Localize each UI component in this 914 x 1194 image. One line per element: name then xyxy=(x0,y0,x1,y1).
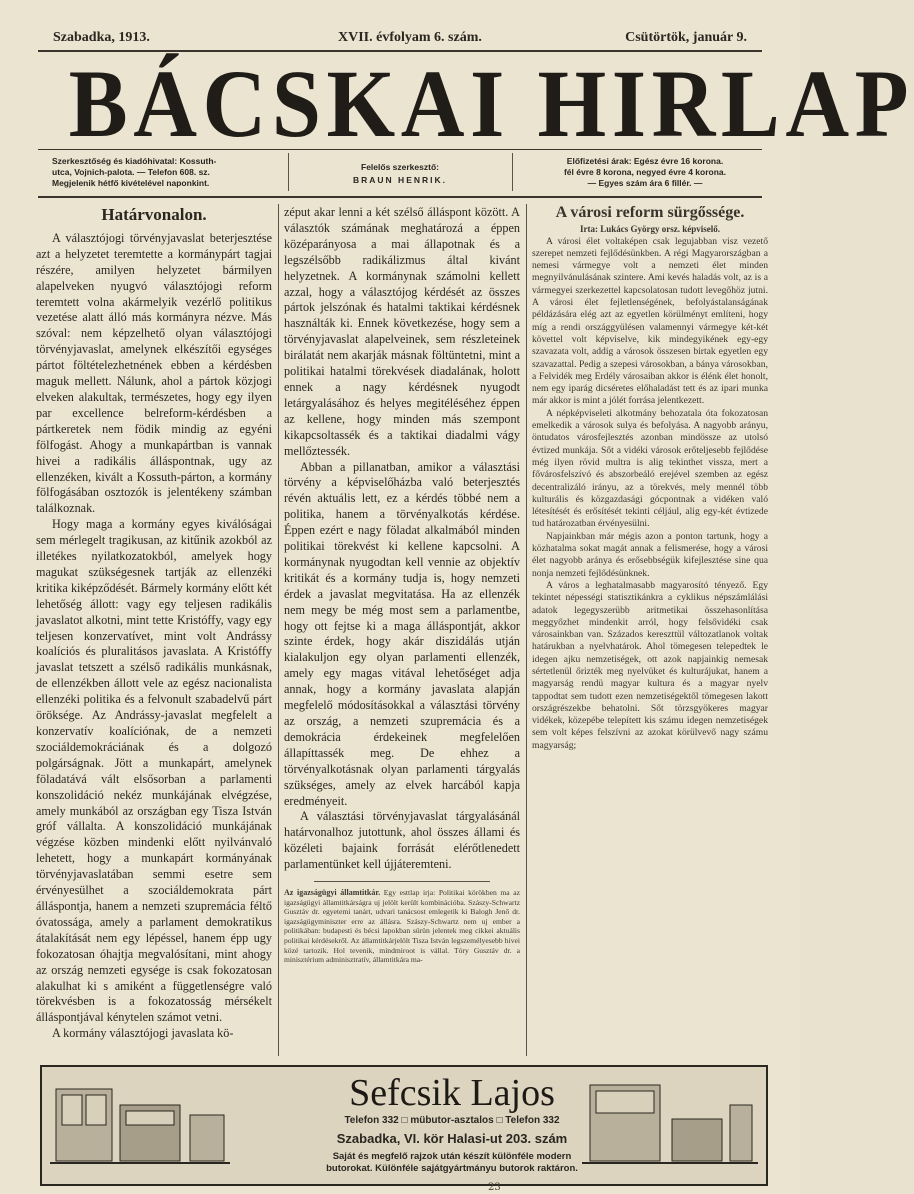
notice-rule xyxy=(314,881,490,882)
furniture-illustration-left xyxy=(50,1075,230,1175)
article2-title: A városi reform sürgőssége. xyxy=(555,204,745,221)
ad-trade: mübutor-asztalos xyxy=(410,1115,494,1126)
ad-box-icon: □ xyxy=(401,1115,408,1126)
info-left-line2: utca, Vojnich-palota. — Telefon 608. sz. xyxy=(52,167,210,177)
ad-box-icon: □ xyxy=(496,1115,503,1126)
ad-contact-row xyxy=(282,1115,622,1126)
info-editor-label: Felelős szerkesztő: xyxy=(361,162,439,172)
info-left-line1: Szerkesztőség és kiadóhivatal: Kossuth- xyxy=(52,156,217,166)
notice-block xyxy=(284,888,520,965)
info-right-line2: fél évre 8 korona, negyed évre 4 korona. xyxy=(563,167,727,177)
article1-title: Határvonalon. xyxy=(101,205,207,224)
ad-address: Szabadka, VI. kör Halasi-ut 203. szám xyxy=(336,1131,568,1146)
header-volume-issue: XVII. évfolyam 6. szám. xyxy=(338,30,482,45)
info-left xyxy=(52,156,282,189)
masthead-rule xyxy=(38,149,762,150)
furniture-advertisement xyxy=(40,1065,768,1186)
article1-cont-paragraph: zéput akar lenni a két szélső álláspont között. A választók számának meghatározá a éppen középarányosa a mai állapotnak és a legszélsőbb radikálizmus által kivánt helyzetnek. A kormánynak számolni kellett azzal, hogy a választójog kérdését az összes pártok jelszónak és hatalmi taktikai kérdésnek használták ki. Ennek következése, hogy sem a törvényjavaslat alapelveinek, sem részleteinek birálatát nem akarják másnak föltüntetni, mint a politikai hatalmi törekvések diadalának, holott ennek a nagy kérdésnek nyugodt letárgyalásához és helyes megitéléséhez éppen az kellene, hogy minden más szempont kikapcsoltassék és a taktikai diadalmi vágy mellőztessék. xyxy=(284,205,520,458)
article2-paragraph: A népképviseleti alkotmány behozatala óta fokozatosan emelkedik a városok sulya és befolyása. A nagyobb arányu, öntudatos városfejlesztés azonban mindössze az utolsó évtized munkája. Sőt a vidéki városok erőteljesebb fejlődése még ilyen rövid multra is alig tekinthet vissza, mert a fővárosfelszívó és abszorbeáló erejével szemben az egész decentralizáló irányu, az a törekvés, mely mennél több kulturális és közgazdasági gócpontnak a vidéken való létesítését és erősítését tekinti céljául, alig egy-két évtizede tud határozatban érvényesülni. xyxy=(532,407,768,530)
info-divider xyxy=(288,153,289,191)
info-center xyxy=(300,162,500,186)
article2-column xyxy=(532,205,768,1055)
ad-phone-left: Telefon 332 xyxy=(344,1115,399,1126)
header-day-date: Csütörtök, január 9. xyxy=(625,30,747,45)
article1-cont-paragraph: A választási törvényjavaslat tárgyalásánál határvonalhoz jutottunk, ahol összes állami és közéleti bajaink forrását elérőtlenedett parlamentünket kell újjáteremteni. xyxy=(284,809,520,872)
header-line xyxy=(45,30,755,48)
info-editor-name: BRAUN HENRIK. xyxy=(353,175,447,185)
article2-paragraph: A város a leghatalmasabb magyarosító tényező. Egy tekintet népességi statisztikánkra a cyklikus népszámlálási adatok legegyszerübb aritmetikai összehasonlítása meggyőzhet mindenkit arról, hogy felsővidéki csak városainkban van. Százados kereszttül változatlanok voltak határukban a nyelvhatárok. Ahol tömegesen telepedtek le idegen ajku nemzetiségek, ott azok napjainkig nemesak sértetlenül őrizték meg nyelvüket és kulturájukat, hanem a magyarság rendü magyar kultura és a magyar nyelv tappodtat sem tudott ezen nemzetiségektől tömegesen lakott országrészekbe behatolni. Sőt törzsgyökeres magyar vidékek, közepébe telepített kis számu idegen nemzetiségek sem volt képes felszívni az azokat körülvevő nagy számu magyarság; xyxy=(532,579,768,751)
article2-paragraph: Napjainkban már mégis azon a ponton tartunk, hogy a közhatalma sokat magát annak a felismerése, hogy a városi élet nagyobb aránya és erősebbségük kifejlesztése sine qua nonja nemzeti fejlődésünknek. xyxy=(532,530,768,579)
ad-line2: butorokat. Különféle sajátgyártmányu butorok raktáron. xyxy=(326,1163,578,1174)
info-divider xyxy=(512,153,513,191)
article1-paragraph: A kormány választójogi javaslata kö- xyxy=(52,1026,234,1041)
article2-byline: Irta: Lukács György orsz. képviselő. xyxy=(580,224,720,235)
footer-mark: 23 xyxy=(488,1182,501,1193)
info-right xyxy=(530,156,760,189)
ad-line1: Saját és megfelő rajzok után készít különféle modern xyxy=(332,1151,572,1162)
column-divider xyxy=(526,204,527,1056)
article1-paragraph: Hogy maga a kormány egyes kiválóságai sem mérlegelt tragikusan, az kitűnik azokból az illetékes nyilatkozatokból, amelyek hogy magukat szükségesnek tartják az ellenzéki kritika kiképződését. Bármely kormány előtt két lehetőség állott: vagy egy teljesen radikális javaslatot alkotni, mint tette Kristóffy, vagy egy teljesen konzervatívet, mint volt Andrássy koalíciós és pluralitásos javaslata. A Kristóffy javaslat tetszett a szélső radikális munkásnak, de ellenzékben állott vele az egész nacionalista ellenzéki politika és a felvonult szabadelvű párt öröksége. Az Andrássy-javaslat megfelelt a konzervatív koalíciónak, de a nemzeti szociáldemokráciának és a dolgozó polgárságnak. Jött a munkapárt, amelynek föladatává vált elsősorban a parlamenti konszolidáció nekéz munkájának elvégzése, amely munkából az országban egy Tisza István gróf vállalta. A konszolidáció munkájának végzése közben mindenki előtt nyilvánvaló lehetett, hogy a munkapárt kormányának törvényjavaslatában semmi esetre sem érvényesülhet a szociáldemokrata párt álláspontja, hanem a nemzeti szupremácia féltő óvatossága, amely a parlament demokratikus átalakítását nem egy lépéssel, hanem épp ugy fokozatosan óhajtja megvalósítani, mint ahogy az ország nemzeti egysége is csak fokozatosan alakulhat ki s amiként a függetlenségre való törekvésben is a fokozatosság mérsékelt álláspontjával kénytelen számot vetni. xyxy=(36,517,272,1025)
masthead-title: BÁCSKAI HIRLAP xyxy=(68,50,914,157)
column-divider xyxy=(278,204,279,1056)
ad-phone-right: Telefon 332 xyxy=(505,1115,560,1126)
article2-paragraph: A városi élet voltaképen csak legujabban visz vezető szerepet nemzeti fejlődésünkben. A régi Magyarországban a nemesi vármegye volt a nemzeti élet minden megnyilvánulásának szintere. Ami kevés haladás volt, az is a vármegyei szerkezettel kapcsolatosan tudott levegőhöz jutni. A városi élet fejletlenségének, befolyástalanságának példázására elég azt az egyetlen körülményt említeni, hogy míg a rendi országgyülésen valamennyi vármegye két-két követtel volt képviselve, kik mindegyikének egy-egy szavazata volt, addig a városok összesen birtak egyetlen egy szavazattal. Pedig a szepesi városokban, a bánya városokban, a Felvidék meg Erdély városaiban akkor is élénk élet honolt, nem egy iparág dicséretes előhaladást tett és az ipari munka már akkor is mint a jólét forrása jelentkezett. xyxy=(532,235,768,407)
notice-title: Az igazságügyi államtitkár. xyxy=(284,888,381,898)
info-left-line3: Megjelenik hétfő kivételével naponkint. xyxy=(52,178,210,188)
furniture-illustration-right xyxy=(582,1075,758,1175)
article1-cont-paragraph: Abban a pillanatban, amikor a választási törvény a képviselőházba való beterjesztés révén aktuális lett, ez a kérdés többé nem a politika, hanem a törvényalkotás kérdése. Éppen ezért e nagy föladat alkalmából minden politikai törekvést ki kellene kapcsolni. A kormánynak nyugodtan kell vennie az objektív kritikát és a kormány tudja is, hogy nemzeti érdek a javaslat megvitatása. Ha az ellenzék nem megy be még most sem a parlamentbe, hogy ott fejtse ki a maga álláspontját, akkor szinte érdek, hogy akár diszidálás utján kialakuljon egy olyan parlamenti ellenzék, amely egy magas vitával lehetőséget adja annak, hogy a kormány javaslata alapján megfelelő módosításokkal a választási törvény az ország, a nemzeti szupremácia és a demokrácia érdekeinek megfelelően állapíttassék meg. De ehhez a törvényalkotásnak olyan parlamenti tárgyalás szükséges, amely az elvek harcából kapja eredményeit. xyxy=(284,459,520,808)
article1-paragraph: A választójogi törvényjavaslat beterjesztése azt a helyzetet teremtette a kormánypárt tagjai részére, amilyen helyzetet bármilyen alapelveken nyugvó választójogi reform teremtett volna akármelyik vezérlő politikus vezetése alatt álló más kormányra nézve. Más szóval: nem képzelhető olyan választójogi törvényjavaslat, amelynek elkészítői egységes pártot föltételezhetnének ebben a kérdésben maguk mellett. Nálunk, ahol a pártok közjogi elveken alakultak, természetes, hogy egy ilyen par excellence belreform-kérdésben a pártkeretek nem födik mindig az egyéni fölfogást. Ahogy a munkapártban is vannak hivei a radikális álláspontnak, ugy az ellenzéken, kivált a Kossuth-párton, a kormány fölfogásában osztozók is jelentékeny számban találkoznak. xyxy=(36,230,272,516)
notice-text: Egy esttlap irja: Politikai körökben ma az igazságügyi államtitkárságra uj jelölt került kombinációba. Szászy-Schwartz Gusztáv dr. egyetemi tanárt, udvari tanácsost emlegetik ki Balogh Jenő dr. igazságügyminiszter erre az állásra. Szászy-Schwartz nem uj ember a politikában: budapesti és bécsi lapokban sürün jelentek meg cikkei aktuális politikai kérdésekről. Az államtitkárjelölt Tisza István legszemélyesebb hivei közé tartozik. Hol tevenik, mindmiroot is vállal. Tóry Gusztáv dr. a minisztérium adminisztratív, államtitkára ma- xyxy=(284,888,521,965)
article1-column xyxy=(36,205,272,1055)
header-place-year: Szabadka, 1913. xyxy=(53,30,150,45)
article1-continuation-column xyxy=(284,205,520,1055)
ad-company-name: Sefcsik Lajos xyxy=(349,1072,555,1114)
info-right-line3: — Egyes szám ára 6 fillér. — xyxy=(587,178,703,188)
info-right-line1: Előfizetési árak: Egész évre 16 korona. xyxy=(566,156,724,166)
info-rule xyxy=(38,196,762,198)
